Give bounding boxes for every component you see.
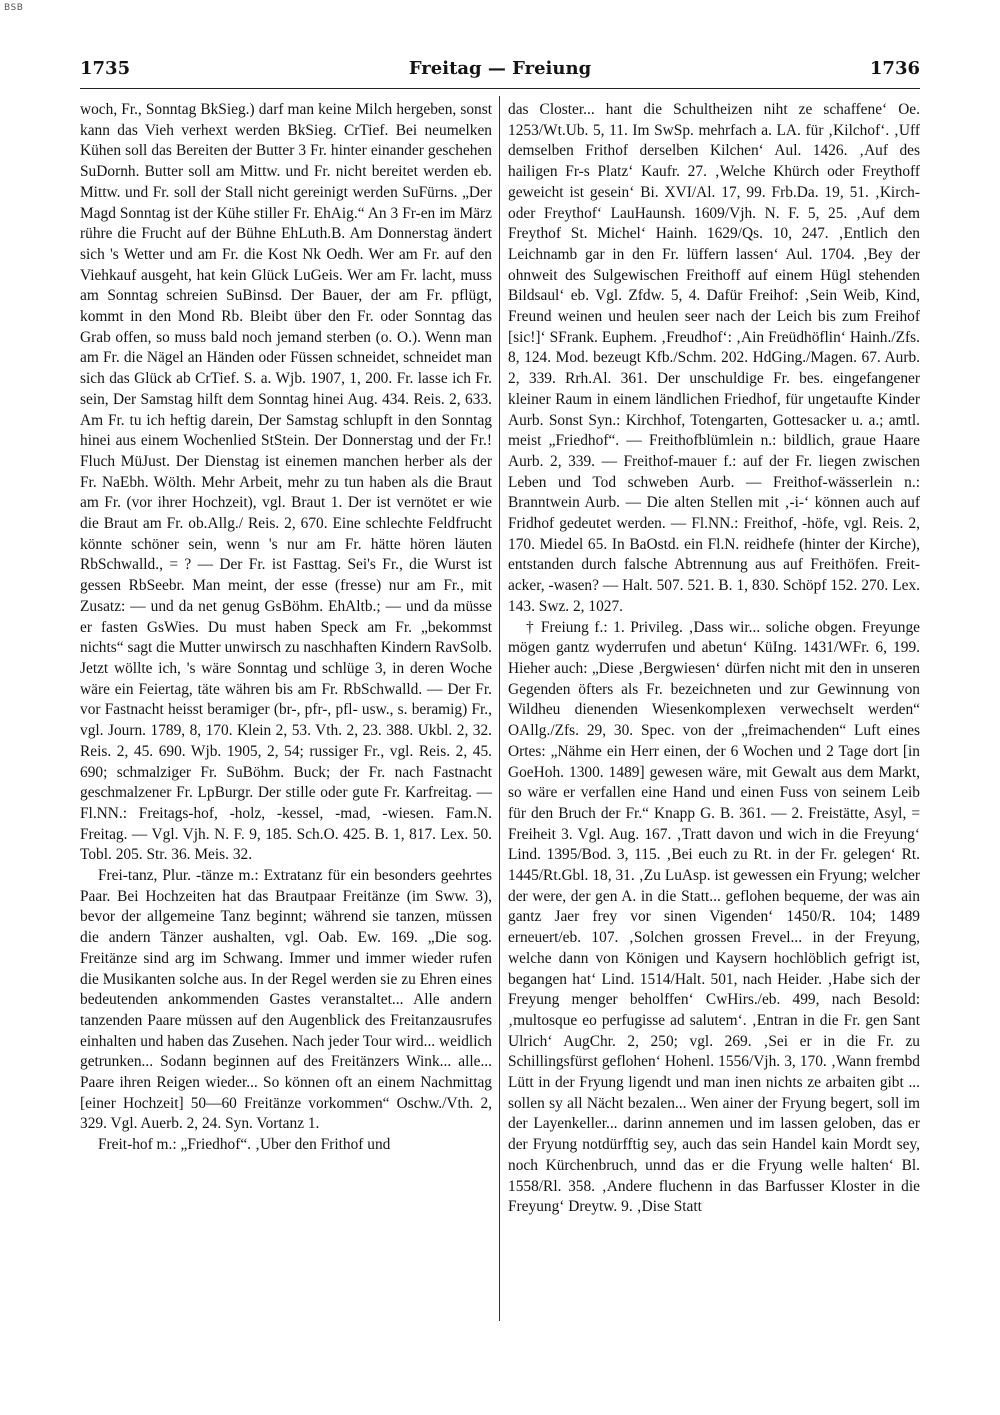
page-number-right: 1736 <box>869 58 920 79</box>
entry-freit-hof-continued: das Closter... hant die Schultheizen niht ze schaffene‘ Oe. 1253/Wt.Ub. 5, 11. Im SwSp. mehrfach a. LA. für ‚Kilchof‘. ‚Uff demselben Frithof derselben Kilchen‘ Aul. 1426. ‚Auf des hailigen Fr-s Platz‘ Kaufr. 27. ‚Welche Khürch oder Freythoff geweicht ist gesein‘ Bi. XVI/Al. 17, 99. Frb.Da. 19, 51. ‚Kirch- oder Freythof‘ LauHaunsh. 1609/Vjh. N. F. 5, 25. ‚Auf dem Freythof St. Michel‘ Hainh. 1629/Qs. 10, 247. ‚Entlich den Leichnamb gar in den Fr. lüffern lassen‘ Aul. 1704. ‚Bey der ohnweit des Sulgewischen Freithoff auf einem Hügl stehenden Bildsaul‘ eb. Vgl. Zfdw. 5, 4. Dafür Freihof: ‚Sein Weib, Kind, Freund weinen und heulen seer nach der Leich bis zum Freihof [sic!]‘ SFrank. Euphem. ‚Freudhof‘: ‚Ain Freüdhöflin‘ Hainh./Zfs. 8, 124. Mod. bezeugt Kfb./Schm. 202. HdGing./Magen. 67. Aurb. 2, 339. Rrh.Al. 361. Der unschuldige Fr. bes. eingefangener kleiner Raum in einem ländlichen Friedhof, für ungetaufte Kinder Aurb. Sonst Syn.: Kirchhof, Totengarten, Gottesacker u. a.; amtl. meist „Friedhof“. — Freithofblümlein n.: bildlich, graue Haare Aurb. 2, 339. — Freithof-mauer f.: auf der Fr. liegen zwischen Leben und Tod schweben Aurb. — Freithof-wässerlein n.: Branntwein Aurb. — Die alten Stellen mit ‚-i-‘ können auch auf Fridhof gedeutet werden. — Fl.NN.: Freithof, -höfe, vgl. Reis. 2, 170. Miedel 65. In BaOstd. ein Fl.N. reidhefe (hinter der Kirche), entstanden durch falsche Abtrennung aus auf Freithöfen. Freit-acker, -wasen? — Halt. 507. 521. B. 1, 830. Schöpf 152. 270. Lex. 143. Swz. 2, 1027. <box>508 101 920 615</box>
entry-freit-hof: Freit-hof m.: „Friedhof“. ‚Uber den Frithof und <box>98 1136 391 1154</box>
entry-freitag-continued: woch, Fr., Sonntag BkSieg.) darf man keine Milch hergeben, sonst kann das Vieh verhext werden BkSieg. CrTief. Bei neumelken Kühen soll das Bereiten der Butter 3 Fr. hinter einander geschehen SuDornh. Butter soll am Mittw. und Fr. nicht bereitet werden eb. Mittw. und Fr. soll der Stall nicht gereinigt werden SuFürns. „Der Magd Sonntag ist der Kühe stiller Fr. EhAig.“ An 3 Fr-en im März rühre die Frucht auf der Bühne EhLuth.B. Am Donnerstag ändert sich 's Wetter und am Fr. die Kost Nk Oedh. Wer am Fr. auf den Viehkauf ausgeht, hat kein Glück LuGeis. Wer am Fr. lacht, muss am Sonntag schreien SuBinsd. Der Bauer, der am Fr. pflügt, kommt in den Mond Rb. Bleibt über den Fr. oder Sonntag das Grab offen, so muss bald noch jemand sterben (o. O.). Wenn man am Fr. die Nägel an Händen oder Füssen schneidet, schneidet man sich das Glück ab CrTief. S. a. Wjb. 1907, 1, 200. Fr. lasse ich Fr. sein, Der Samstag hilft dem Sonntag hinei Aug. 434. Reis. 2, 633. Am Fr. tu ich heftig darein, Der Samstag schlupft in den Sonntag hinei aus einem Wochenlied StStein. Der Donnerstag und der Fr.! Fluch MüJust. Der Dienstag ist einemen manchen herber als der Fr. NaEbh. Wölth. Mehr Arbeit, mehr zu tun haben als die Braut am Fr. (vor ihrer Hochzeit), vgl. Braut 1. Der ist vernötet er wie die Braut am Fr. ob.Allg./ Reis. 2, 670. Eine schlechte Feldfrucht könnte schöner sein, wenn 's nur am Fr. hätte hören läuten RbSchwalld., = ? — Der Fr. ist Fasttag. Sei's Fr., die Wurst ist gessen RbSeebr. Man meint, der esse (fresse) nur am Fr., mit Zusatz: — und da net genug GsBöhm. EhAltb.; — und da müsse er fasten GsWies. Du must haben Speck am Fr. „bekommst nichts“ sagt die Mutter unwirsch zu naschhaften Kindern RavSolb. Jetzt wöllte ich, 's wäre Sonntag und schlüge 3, in deren Woche wäre ein Feiertag, täte währen bis am Fr. RbSchwalld. — Der Fr. vor Fastnacht heisst beramiger (br-, pfr-, pfl- usw., s. beramig) Fr., vgl. Journ. 1789, 8, 170. Klein 2, 53. Vth. 2, 23. 388. Ukbl. 2, 32. Reis. 2, 45. 690. Wjb. 1905, 2, 54; russiger Fr., vgl. Reis. 2, 45. 690; schmalziger Fr. SuBöhm. Buck; der Fr. nach Fastnacht geschmalzener Fr. LpBurgr. Der stille oder gute Fr. Karfreitag. — Fl.NN.: Freitags-hof, -holz, -kessel, -mad, -wiesen. Fam.N. Freitag. — Vgl. Vjh. N. F. 9, 185. Sch.O. 425. B. 1, 817. Lex. 50. Tobl. 205. Str. 36. Meis. 32. <box>80 101 492 864</box>
column-divider <box>499 96 500 1321</box>
entry-freiung: † Freiung f.: 1. Privileg. ‚Dass wir... soliche obgen. Freyunge mögen gantz wyderrufen und abetun‘ KüIng. 1431/WFr. 6, 199. Hieher auch: „Diese ‚Bergwiesen‘ dürfen nicht mit den in unseren Gegenden öfters als Fr. bezeichneten und zur Gewinnung von Wildheu dienenden Wiesenkomplexen verwechselt werden“ OAllg./Zfs. 29, 30. Spec. von der „freimachenden“ Luft eines Ortes: „Nähme ein Herr einen, der 6 Wochen und 2 Tage dort [in GoeHoh. 1300. 1489] gewesen wäre, mit Gewalt aus dem Markt, so wäre er verfallen eine Hand und einen Fuss von seinem Leib für den Bruch der Fr.“ Knapp G. B. 361. — 2. Freistätte, Asyl, = Freiheit 3. Vgl. Aug. 167. ‚Tratt davon und wich in die Freyung‘ Lind. 1395/Bod. 3, 115. ‚Bei euch zu Rt. in der Fr. gelegen‘ Rt. 1445/Rt.Gbl. 18, 31. ‚Zu LuAsp. ist gewessen ein Fryung; welcher der were, der gen A. in die Statt... geflohen bequeme, der was ain gantz Jaer frey vor sinen Vigenden‘ 1450/R. 104; 1489 erneuert/eb. 107. ‚Solchen grossen Frevel... in der Freyung, welche dann von Königen und Kaysern hochlöblich gefrigt ist, begangen hat‘ Lind. 1514/Halt. 501, nach Heider. ‚Habe sich der Freyung menger beholffen‘ CwHirs./eb. 499, nach Besold: ‚multosque eo perfugisse ad salutem‘. ‚Entran in die Fr. gen Sant Ulrich‘ AugChr. 2, 250; vgl. 269. ‚Sei er in die Fr. zu Schillingsfürst geflohen‘ Hohenl. 1556/Vjh. 3, 170. ‚Wann frembd Lütt in der Fryung ligendt und man inen nichts ze arbaiten gibt ... sollen sy all Nächt bezalen... Wen ainer der Fryung begert, soll im der Layenkeller... darinn annemen und im lassen geloben, das er der Fryung notdürfftig sey, auch das sein Handel kain Mordt sey, noch Kürchenbruch, unnd das er die Fryung welle halten‘ Bl. 1558/Rl. 358. ‚Andere fluchenn in das Barfusser Kloster in die Freyung‘ Dreytw. 9. ‚Dise Statt <box>508 618 920 1216</box>
header-rule <box>80 88 920 89</box>
right-column <box>508 100 920 1330</box>
left-column <box>80 100 492 1330</box>
running-head: Freitag — Freiung <box>408 58 592 79</box>
page-header <box>80 58 920 84</box>
entry-frei-tanz: Frei-tanz, Plur. -tänze m.: Extratanz für ein besonders geehrtes Paar. Bei Hochzeiten hat das Brautpaar Freitänze (im Sww. 3), bevor der allgemeine Tanz beginnt; während sie tanzen, müssen die andern Tänzer aushalten, vgl. Oab. Ew. 169. „Die sog. Freitänze sind arg im Schwang. Immer und immer wieder rufen die Musikanten solche aus. In der Regel werden sie zu Ehren eines bedeutenden ankommenden Gastes veranstaltet... Alle andern tanzenden Paare müssen auf den Augenblick des Freitanzausrufes einhalten und haben das Zusehen. Nach jeder Tour wird... weidlich getrunken... Sodann beginnen auf des Freitänzers Wink... alle... Paare ihren Reigen wieder... So können oft an einem Nachmittag [einer Hochzeit] 50—60 Freitänze vorkommen“ Oschw./Vth. 2, 329. Vgl. Auerb. 2, 24. Syn. Vortanz 1. <box>80 867 492 1133</box>
library-stamp: BSB <box>4 3 24 13</box>
page-number-left: 1735 <box>80 58 131 79</box>
